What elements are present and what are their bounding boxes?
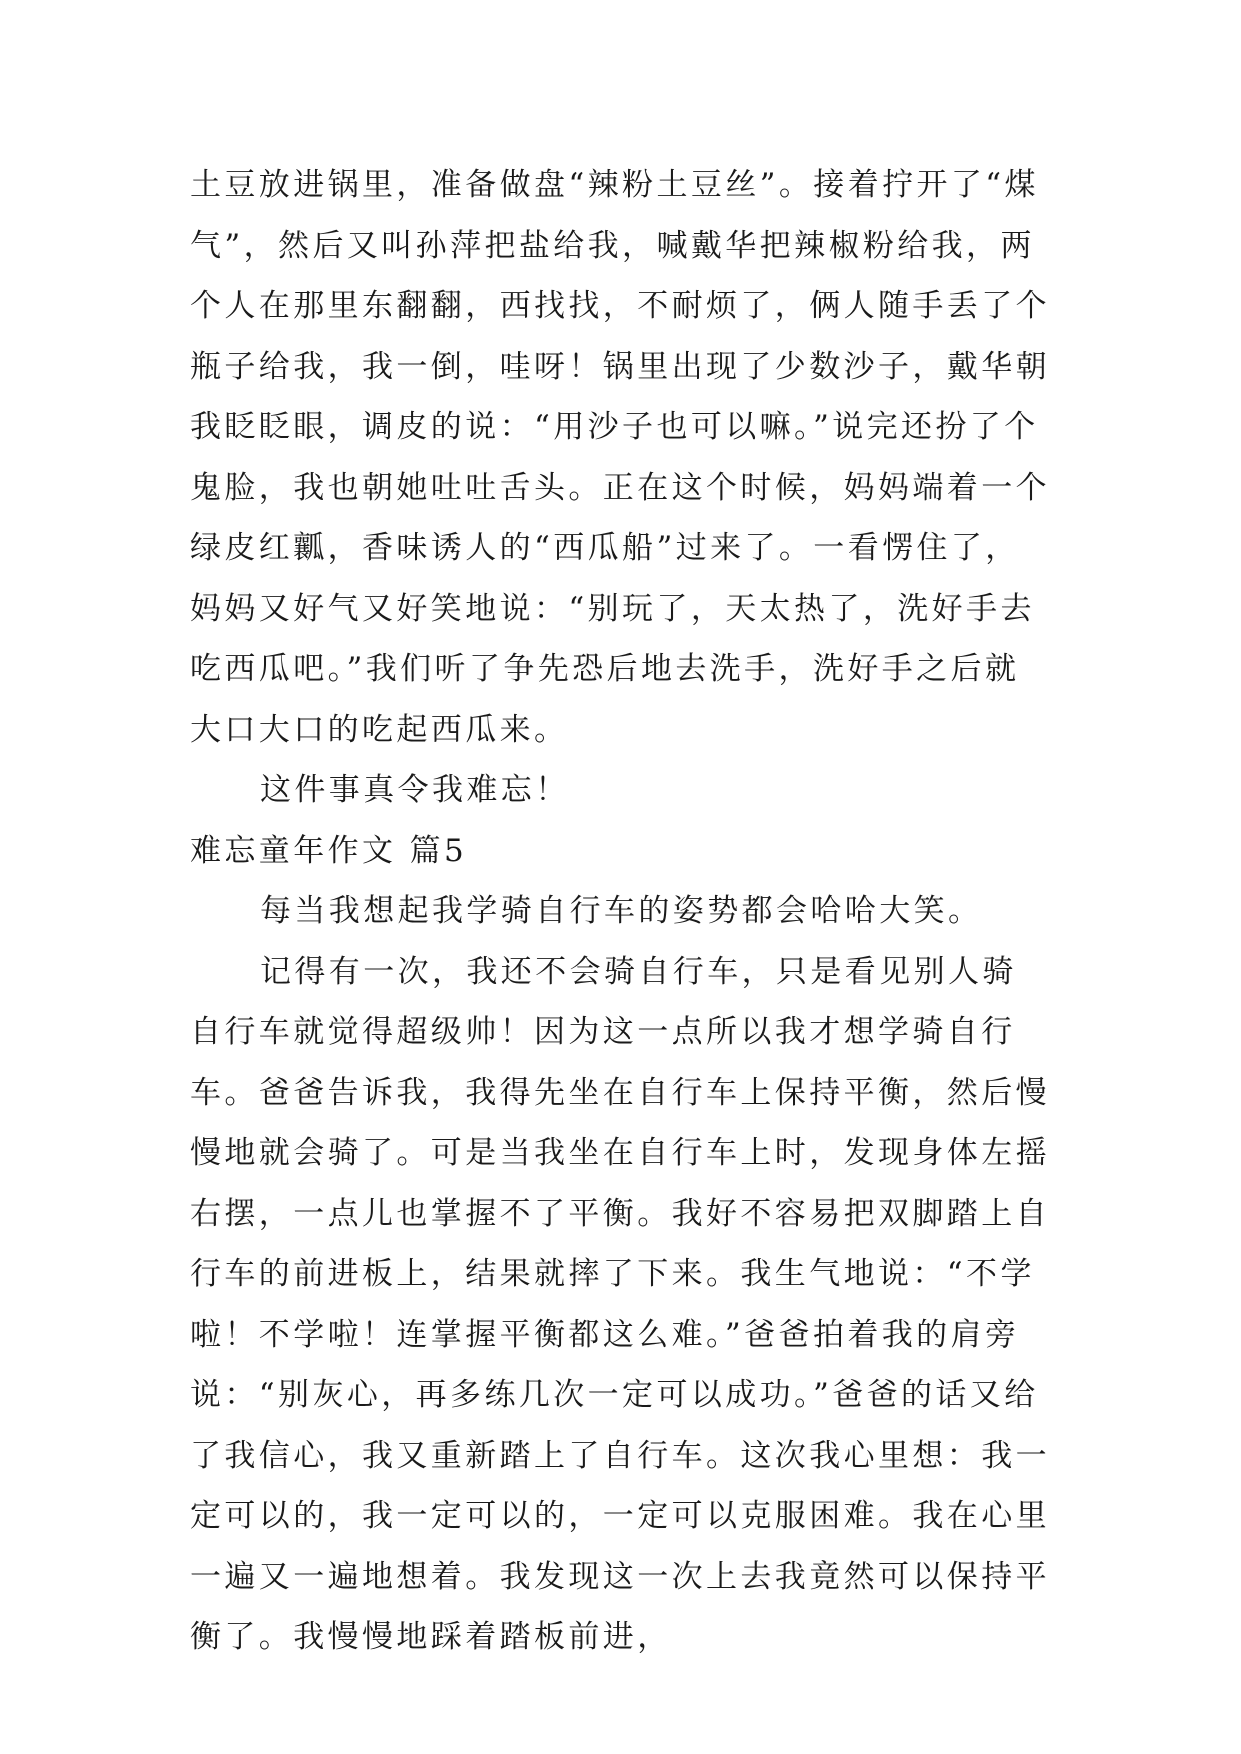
paragraph-continued: 土豆放进锅里，准备做盘“辣粉土豆丝”。接着拧开了“煤气”，然后又叫孙萍把盐给我，喊戴华把辣椒粉给我，两个人在那里东翻翻，西找找，不耐烦了，俩人随手丢了个瓶子给我，我一倒，哇呀！锅里出现了少数沙子，戴华朝我眨眨眼，调皮的说：“用沙子也可以嘛。”说完还扮了个鬼脸，我也朝她吐吐舌头。正在这个时候，妈妈端着一个绿皮红瓤，香味诱人的“西瓜船”过来了。一看愣住了，妈妈又好气又好笑地说：“别玩了，天太热了，洗好手去吃西瓜吧。”我们听了争先恐后地去洗手，洗好手之后就大口大口的吃起西瓜来。 <box>190 167 1050 748</box>
document-body <box>190 155 1050 1668</box>
closing-line: 这件事真令我难忘！ <box>260 772 570 808</box>
section-opening: 每当我想起我学骑自行车的姿势都会哈哈大笑。 <box>260 893 983 929</box>
section-heading: 难忘童年作文 篇5 <box>190 832 468 869</box>
section-body: 记得有一次，我还不会骑自行车，只是看见别人骑自行车就觉得超级帅！因为这一点所以我才想学骑自行车。爸爸告诉我，我得先坐在自行车上保持平衡，然后慢慢地就会骑了。可是当我坐在自行车上时，发现身体左摇右摆，一点儿也掌握不了平衡。我好不容易把双脚踏上自行车的前进板上，结果就摔了下来。我生气地说：“不学啦！不学啦！连掌握平衡都这么难。”爸爸拍着我的肩旁说：“别灰心，再多练几次一定可以成功。”爸爸的话又给了我信心，我又重新踏上了自行车。这次我心里想：我一定可以的，我一定可以的，一定可以克服困难。我在心里一遍又一遍地想着。我发现这一次上去我竟然可以保持平衡了。我慢慢地踩着踏板前进， <box>190 953 1050 1655</box>
